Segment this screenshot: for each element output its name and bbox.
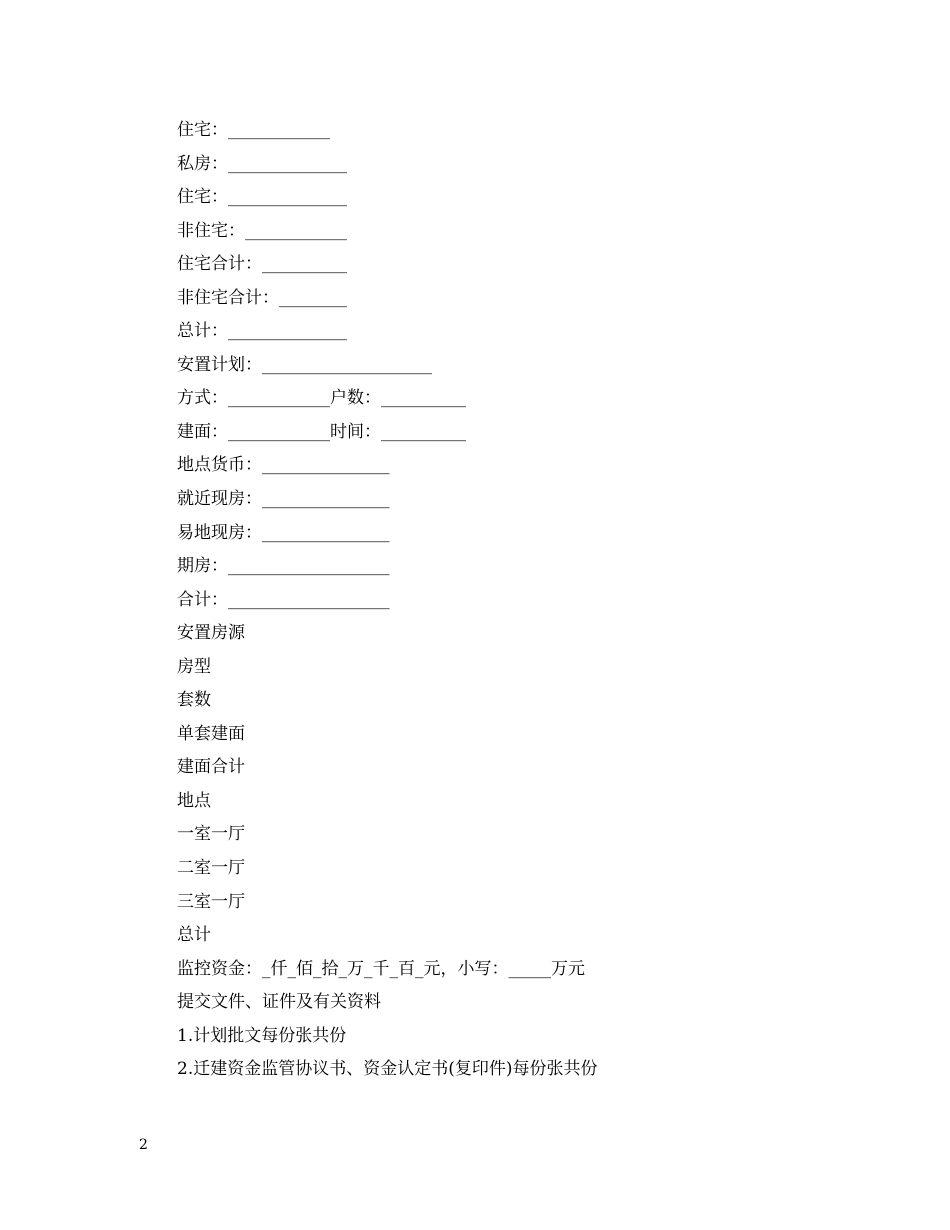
field-non-residence: 非住宅：____________ — [177, 220, 347, 241]
field-non-residence-subtotal: 非住宅合计：________ — [177, 287, 347, 308]
field-monitored-funds: 监控资金：_仟_佰_拾_万_千_百_元，小写：_____万元 — [177, 958, 585, 979]
list-item-fund-agreement: 2.迁建资金监管协议书、资金认定书(复印件)每份张共份 — [177, 1059, 598, 1080]
page-number: 2 — [139, 1137, 148, 1153]
label-unit-area: 单套建面 — [177, 723, 245, 744]
field-relocation-housing: 易地现房：_______________ — [177, 522, 390, 543]
field-total: 总计：______________ — [177, 321, 347, 342]
document-body — [177, 114, 877, 1087]
field-sum: 合计：___________________ — [177, 589, 390, 610]
label-location: 地点 — [177, 790, 211, 811]
field-private-house: 私房：______________ — [177, 153, 347, 174]
label-one-bedroom: 一室一厅 — [177, 824, 245, 845]
field-nearby-housing: 就近现房：_______________ — [177, 489, 390, 510]
field-method-households: 方式：____________户数：__________ — [177, 388, 466, 409]
field-residence-2: 住宅：______________ — [177, 187, 347, 208]
field-residence: 住宅：____________ — [177, 120, 330, 140]
label-three-bedroom: 三室一厅 — [177, 891, 245, 912]
label-room-type: 房型 — [177, 656, 211, 677]
label-units: 套数 — [177, 690, 211, 711]
label-area-total: 建面合计 — [177, 757, 245, 778]
heading-housing-source: 安置房源 — [177, 623, 245, 644]
field-location-currency: 地点货币：_______________ — [177, 455, 390, 476]
field-resettlement-plan: 安置计划：____________________ — [177, 354, 432, 375]
label-grand-total: 总计 — [177, 925, 211, 946]
field-future-housing: 期房：___________________ — [177, 556, 390, 577]
field-area-time: 建面：____________时间：__________ — [177, 421, 466, 442]
list-item-plan-approval: 1.计划批文每份张共份 — [177, 1025, 347, 1046]
field-residence-subtotal: 住宅合计：__________ — [177, 254, 347, 275]
label-two-bedroom: 二室一厅 — [177, 858, 245, 879]
heading-submitted-documents: 提交文件、证件及有关资料 — [177, 992, 381, 1013]
